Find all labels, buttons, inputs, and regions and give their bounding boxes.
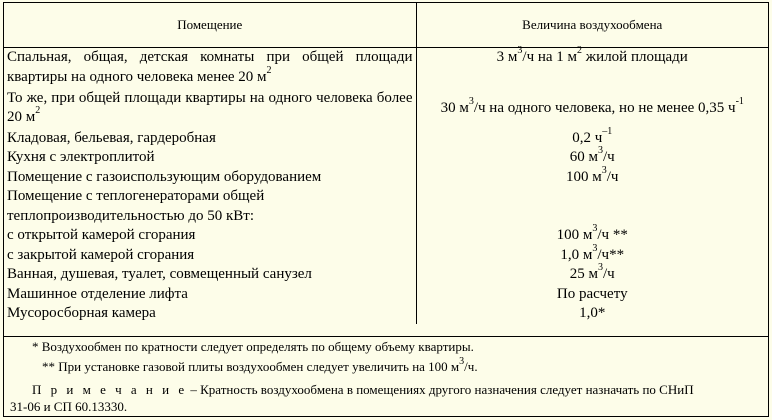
- room-cell: Кладовая, бельевая, гардеробная: [4, 129, 416, 149]
- value-cell: [416, 242, 768, 266]
- value-cell: [416, 164, 768, 188]
- value-sup: 3: [592, 242, 598, 254]
- table-row: [4, 265, 768, 285]
- value-sup: 3: [468, 95, 474, 107]
- table-row: [4, 48, 768, 89]
- note-text: – Кратность воздухообмена в помещениях другого назначения следует назначать по СНиП: [187, 382, 694, 397]
- room-cell: с закрытой камерой сгорания: [4, 246, 416, 266]
- room-cell: [4, 89, 416, 129]
- value-sup: –1: [602, 125, 613, 137]
- value-cell: [416, 262, 768, 285]
- value-cell: По расчету: [416, 285, 768, 305]
- room-cell: с открытой камерой сгорания: [4, 226, 416, 246]
- value-text: 0,2 ч: [572, 129, 603, 146]
- value-text: /ч: [603, 266, 615, 282]
- value-sup: 3: [517, 45, 523, 56]
- value-text: 3 м: [496, 49, 518, 65]
- value-cell: [416, 145, 768, 168]
- value-text: 100 м: [566, 168, 602, 185]
- value-cell: [416, 89, 768, 129]
- value-text: 30 м: [440, 99, 469, 116]
- table-row: [4, 129, 768, 149]
- table-row: [4, 226, 768, 246]
- room-cell: Кухня с электроплитой: [4, 148, 416, 168]
- value-cell: 1,0*: [416, 304, 768, 324]
- value-text: /ч: [603, 149, 615, 165]
- value-cell: [416, 45, 768, 89]
- value-text: /ч**: [597, 246, 625, 263]
- value-sup: 3: [598, 145, 604, 156]
- value-cell: [416, 187, 768, 226]
- room-sup: 2: [266, 64, 272, 76]
- value-sup: -1: [735, 95, 744, 107]
- ventilation-table-frame: [3, 2, 769, 417]
- value-text: /ч на 1 м: [522, 49, 578, 65]
- note-continuation: 31-06 и СП 60.13330.: [10, 399, 128, 414]
- table-row: [4, 148, 768, 168]
- room-cell: Машинное отделение лифта: [4, 285, 416, 305]
- room-cell: Помещение с теплогенераторами общей теплопроизводительностью до 50 кВт:: [4, 187, 416, 226]
- room-sup: 2: [35, 105, 41, 116]
- header-room: Помещение: [4, 3, 416, 48]
- room-text: Спальная, общая, детская комнаты при общей площади квартиры на одного человека менее 20 м: [7, 49, 413, 85]
- room-cell: Помещение с газоиспользующим оборудованием: [4, 168, 416, 188]
- table-row: [4, 168, 768, 188]
- air-exchange-table: [4, 3, 768, 324]
- table-row: [4, 187, 768, 226]
- note: [32, 381, 762, 399]
- room-cell: Ванная, душевая, туалет, совмещенный санузел: [4, 265, 416, 285]
- table-row: [4, 304, 768, 324]
- table-header-row: [4, 3, 768, 48]
- value-text: 60 м: [569, 149, 599, 165]
- value-sup: 3: [592, 223, 598, 234]
- value-text: /ч: [606, 168, 619, 185]
- value-cell: [416, 125, 768, 149]
- footnote-2: [42, 355, 478, 375]
- note-label: П р и м е ч а н и е: [32, 382, 188, 397]
- value-sup: 2: [577, 45, 583, 56]
- value-text: 100 м: [556, 227, 593, 243]
- footnote-1: * Воздухообмен по кратности следует определять по общему объему квартиры.: [32, 339, 474, 354]
- room-cell: Мусоросборная камера: [4, 304, 416, 324]
- value-sup: 3: [601, 164, 607, 176]
- room-text: То же, при общей площади квартиры на одного человека более 20 м: [7, 89, 413, 125]
- room-cell: [4, 48, 416, 89]
- footnote-2-sup: 3: [459, 355, 465, 367]
- table-row: [4, 285, 768, 305]
- footnote-2-text: /ч.: [464, 359, 478, 374]
- value-text: /ч на одного человека, но не менее 0,35 ч: [473, 99, 736, 116]
- value-text: 1,0 м: [560, 246, 593, 263]
- header-air-exchange: Величина воздухообмена: [416, 3, 768, 48]
- value-text: 25 м: [569, 266, 599, 282]
- table-row: [4, 89, 768, 129]
- footnote-2-text: ** При установке газовой плиты воздухообмен следует увеличить на 100 м: [42, 359, 460, 374]
- value-sup: 3: [598, 262, 604, 273]
- value-text: жилой площади: [582, 49, 688, 65]
- value-text: /ч **: [597, 227, 628, 243]
- table-row: [4, 246, 768, 266]
- table-footnotes: [4, 336, 768, 417]
